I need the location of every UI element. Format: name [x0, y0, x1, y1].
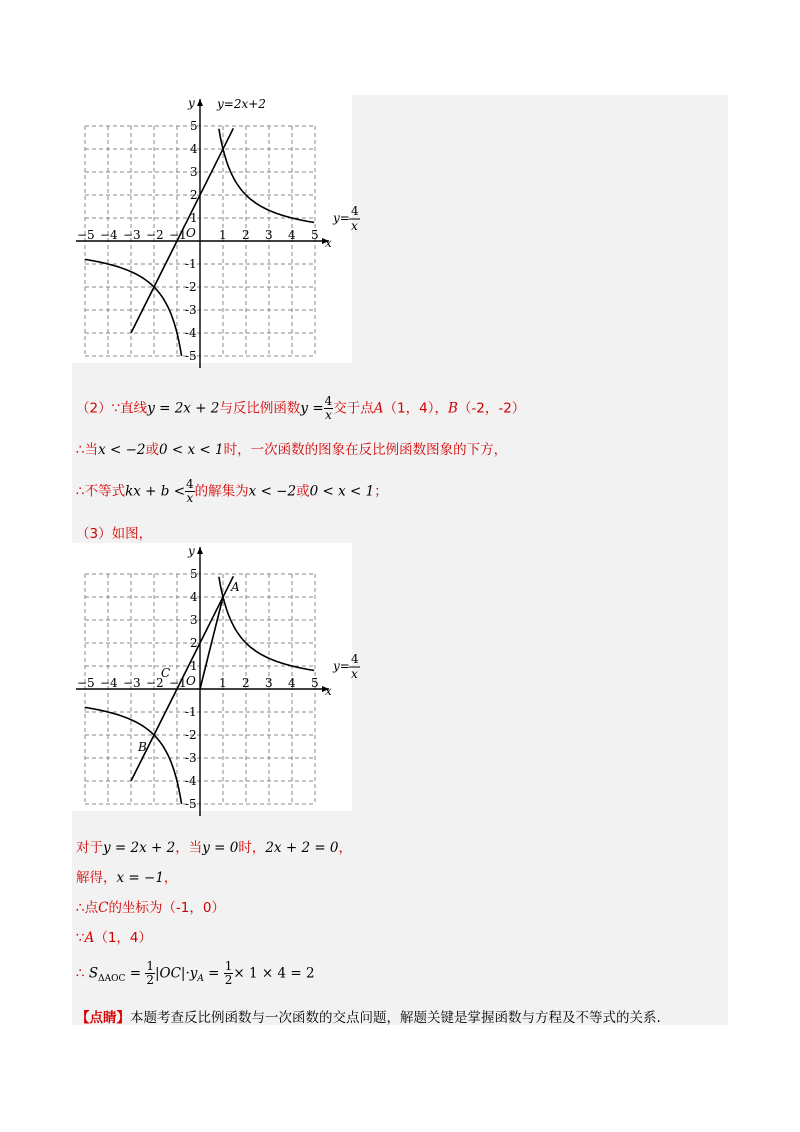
text: 时， — [238, 840, 266, 856]
text: ； — [374, 483, 388, 500]
line-label: y=2x+2 — [217, 97, 266, 111]
math-cond1: x < −2 — [98, 442, 146, 458]
x-tick-label: 4 — [288, 676, 296, 690]
math-inequality: kx + b < — [125, 483, 186, 500]
fraction-4-over-x — [185, 478, 195, 505]
point-a-label: A — [231, 580, 240, 594]
text: ， — [338, 840, 353, 856]
text: 时，一次函数的图象在反比例函数图象的下方， — [223, 442, 508, 458]
fraction-one-half — [224, 960, 234, 987]
x-tick-label: −5 — [77, 228, 95, 242]
math-eq: 2x + 2 = 0 — [265, 840, 339, 856]
y-tick-label: -3 — [185, 751, 197, 765]
curve-label-denominator: x — [351, 667, 358, 681]
point-a-label: A — [373, 400, 384, 417]
y-tick-label: 2 — [190, 636, 198, 650]
x-tick-label: 5 — [311, 228, 319, 242]
part2-line3 — [76, 478, 388, 505]
numerator: 4 — [186, 477, 194, 491]
text: 解得， — [76, 870, 117, 886]
text: 的解集为 — [194, 483, 249, 500]
origin-label: O — [186, 674, 196, 688]
x-axis-label: x — [325, 236, 332, 250]
denominator: x — [186, 491, 194, 505]
part2-line1 — [76, 395, 525, 422]
y-axis-arrow — [197, 99, 203, 106]
x-tick-label: −2 — [146, 228, 164, 242]
point-b-label: B — [447, 400, 458, 417]
x-tick-label: 3 — [265, 228, 273, 242]
x-tick-label: 5 — [311, 676, 319, 690]
x-tick-label: −3 — [123, 228, 141, 242]
text: 的坐标为（-1，0） — [108, 900, 225, 916]
fraction-4-over-x — [324, 395, 334, 422]
text: 或 — [145, 442, 160, 458]
text: ∵ — [76, 930, 85, 946]
numerator: 1 — [146, 959, 154, 973]
x-tick-label: −1 — [169, 228, 187, 242]
comment-line — [76, 1006, 661, 1026]
math-cond2: 0 < x < 1 — [309, 483, 375, 500]
comment-tag: 【点睛】 — [76, 1010, 130, 1026]
text: 交于点 — [333, 400, 374, 417]
hyperbola-branch-left — [85, 707, 182, 804]
math-eq: x = −1 — [116, 870, 164, 886]
y-tick-label: -3 — [185, 303, 197, 317]
x-tick-label: 1 — [219, 676, 227, 690]
y-tick-label: 5 — [190, 119, 198, 133]
numerator: 1 — [224, 959, 233, 973]
x-tick-label: 3 — [265, 676, 273, 690]
graph-2 — [72, 543, 359, 811]
curve-label: y= — [333, 659, 350, 673]
text: ∴当 — [76, 442, 99, 458]
curve-label: y= — [333, 211, 350, 225]
numerator: 4 — [324, 394, 333, 408]
hyperbola-branch-right — [219, 129, 314, 223]
math-y: y = — [300, 400, 324, 417]
fraction-one-half — [145, 960, 155, 987]
text: ，当 — [175, 840, 203, 856]
text: （3）如图， — [76, 526, 153, 542]
text: 对于 — [76, 840, 103, 856]
x-tick-label: 2 — [242, 676, 250, 690]
text: 或 — [296, 483, 310, 500]
text: ∴ — [76, 965, 85, 982]
y-axis-label: y — [188, 544, 195, 558]
x-tick-label: −3 — [123, 676, 141, 690]
y-axis-label: y — [188, 96, 195, 110]
y-tick-label: -2 — [185, 728, 197, 742]
point-a-label: A — [84, 930, 95, 946]
math-expression: × 1 × 4 = 2 — [233, 965, 315, 982]
math-area-symbol: S — [88, 965, 99, 982]
y-tick-label: -4 — [185, 326, 197, 340]
point-b-label: B — [138, 740, 147, 754]
curve-label-denominator: x — [351, 219, 358, 233]
x-tick-label: 1 — [219, 228, 227, 242]
text: （1，4） — [94, 930, 153, 946]
y-tick-label: 4 — [190, 590, 198, 604]
part3-title — [76, 522, 152, 542]
x-tick-label: −5 — [77, 676, 95, 690]
math-cond1: x < −2 — [248, 483, 297, 500]
text: ∴不等式 — [76, 483, 126, 500]
y-tick-label: -4 — [185, 774, 197, 788]
text: ， — [163, 870, 178, 886]
part3-line5 — [76, 960, 315, 987]
math-line-eq: y = 2x + 2 — [103, 840, 176, 856]
math-subscript: ΔAOC — [98, 974, 126, 985]
part3-line3 — [76, 896, 225, 916]
text: （2）∵直线 — [76, 400, 148, 417]
math-expression: |OC|·y — [154, 965, 198, 982]
part3-line2 — [76, 866, 177, 886]
graph-1 — [72, 95, 359, 363]
denominator: x — [325, 408, 332, 422]
x-tick-label: 2 — [242, 228, 250, 242]
point-c-label: C — [161, 666, 171, 680]
y-axis-arrow — [197, 547, 203, 554]
part3-line4 — [76, 926, 152, 946]
math-subscript: A — [197, 974, 204, 985]
text: 与反比例函数 — [219, 400, 301, 417]
curve-label-numerator: 4 — [351, 204, 359, 218]
y-tick-label: -5 — [185, 349, 197, 363]
x-axis-label: x — [325, 684, 332, 698]
math-equals: = — [129, 965, 142, 982]
graph-1-svg — [72, 95, 359, 363]
point-c-label: C — [98, 900, 109, 916]
part2-line2 — [76, 438, 507, 458]
math-equals: = — [208, 965, 220, 982]
y-tick-label: 1 — [190, 211, 198, 225]
y-tick-label: 3 — [190, 165, 198, 179]
y-tick-label: 2 — [190, 188, 198, 202]
part3-line1 — [76, 836, 352, 856]
y-tick-label: -2 — [185, 280, 197, 294]
y-tick-label: 5 — [190, 567, 198, 581]
x-tick-label: −4 — [100, 228, 118, 242]
y-tick-label: -1 — [185, 705, 197, 719]
x-tick-label: 4 — [288, 228, 296, 242]
y-tick-label: -1 — [185, 257, 197, 271]
denominator: 2 — [146, 973, 154, 987]
hyperbola-branch-left — [85, 259, 182, 356]
x-tick-label: −2 — [146, 676, 164, 690]
y-tick-label: 3 — [190, 613, 198, 627]
graph-2-svg — [72, 543, 359, 811]
curve-label-numerator: 4 — [351, 652, 359, 666]
math-cond2: 0 < x < 1 — [159, 442, 224, 458]
math-line-eq: y = 2x + 2 — [147, 400, 220, 417]
denominator: 2 — [224, 973, 233, 987]
origin-label: O — [186, 226, 196, 240]
math-cond: y = 0 — [202, 840, 239, 856]
x-tick-label: −4 — [100, 676, 118, 690]
y-tick-label: -5 — [185, 797, 197, 811]
text: （-2，-2） — [457, 400, 526, 417]
text: ∴点 — [76, 900, 99, 916]
x-tick-label: −1 — [169, 676, 187, 690]
comment-text: 本题考查反比例函数与一次函数的交点问题，解题关键是掌握函数与方程及不等式的关系. — [130, 1010, 661, 1026]
y-tick-label: 4 — [190, 142, 198, 156]
text: （1，4）， — [383, 400, 448, 417]
y-tick-label: 1 — [190, 659, 198, 673]
